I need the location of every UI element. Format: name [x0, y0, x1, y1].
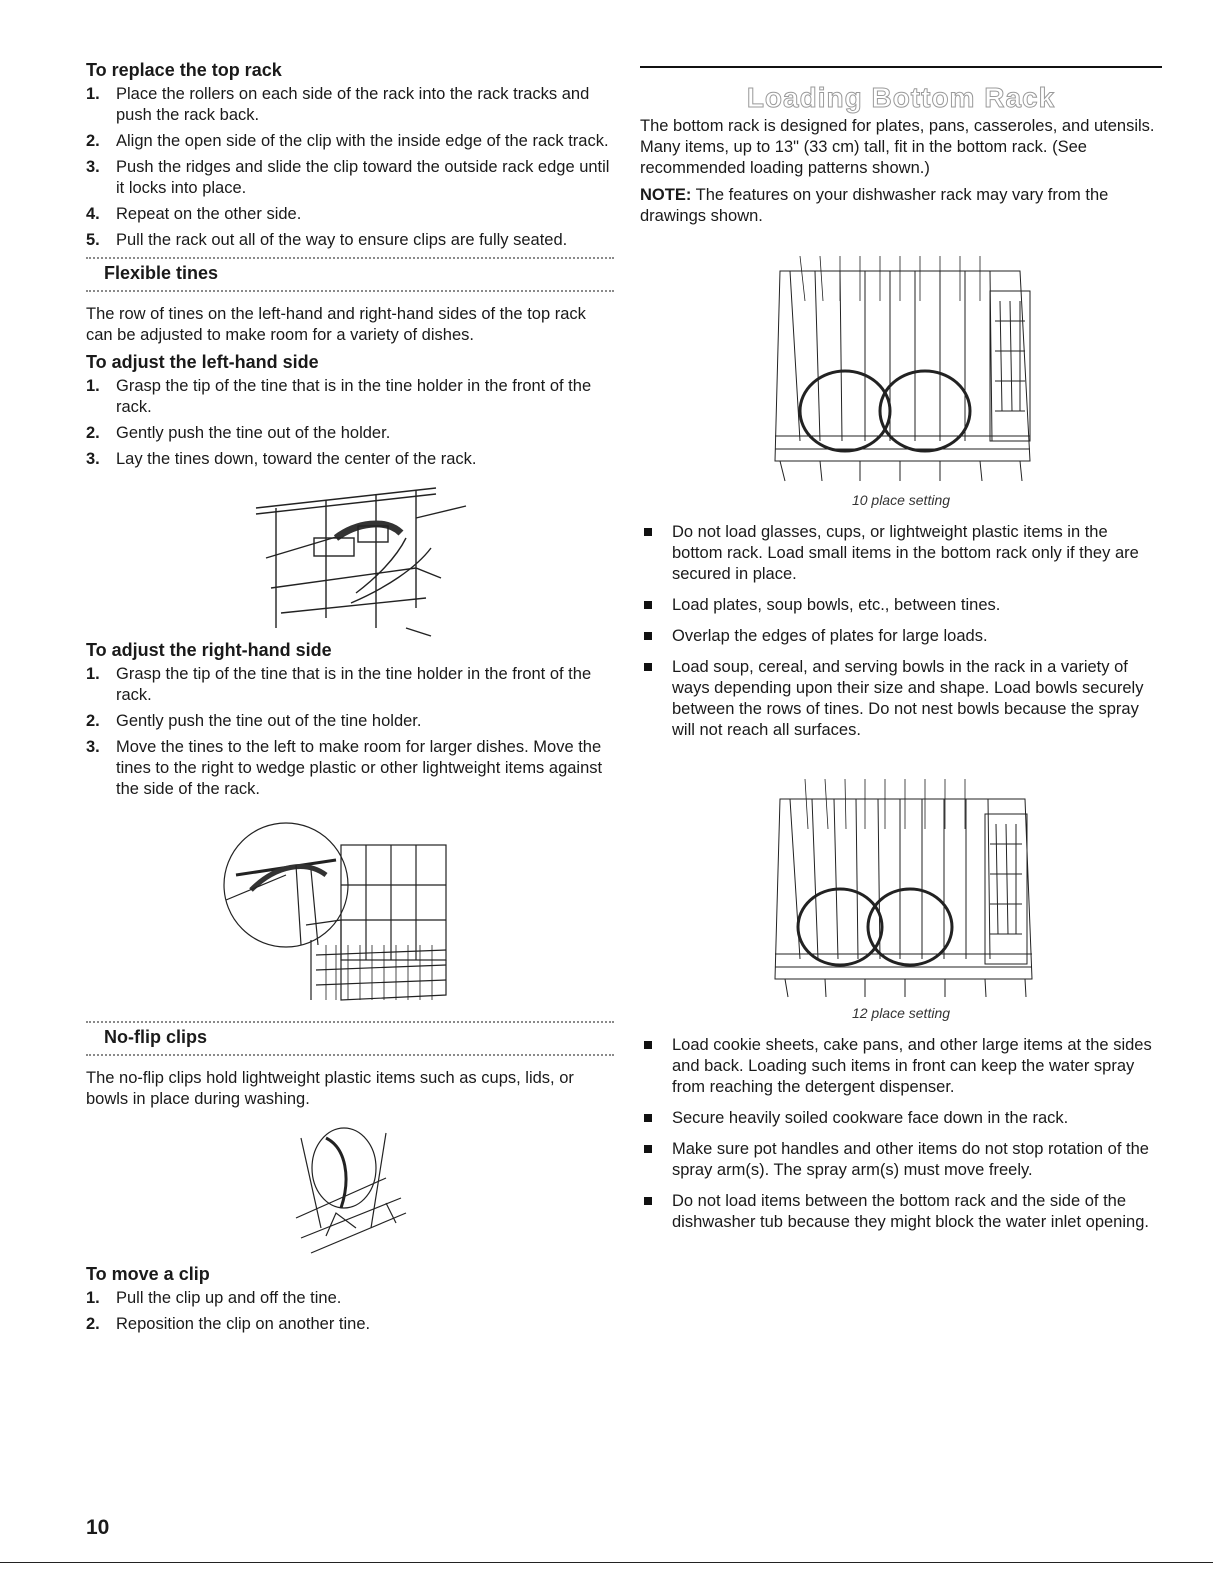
list-item: 2. Reposition the clip on another tine. — [86, 1315, 371, 1333]
right-column — [640, 66, 1162, 1243]
list-item: 1. Grasp the tip of the tine that is in the tine holder in the front of the rack. — [86, 377, 592, 416]
flexible-tines-intro: The row of tines on the left-hand and right-hand sides of the top rack can be adjusted to make room for a variety of dishes. — [86, 305, 586, 344]
bullet-icon — [644, 632, 652, 640]
adjust-right-steps — [86, 664, 614, 800]
bottom-rack-intro: The bottom rack is designed for plates, pans, casseroles, and utensils. Many items, up to 13" (33 cm) tall, fit in the bottom rack. (See recommended loading patterns shown.) — [640, 117, 1155, 177]
flexible-tines-title: Flexible tines — [104, 263, 219, 283]
page-bottom-rule — [0, 1562, 1213, 1563]
loading-bottom-rack-title: Loading Bottom Rack — [746, 82, 1056, 113]
list-item: 3. Lay the tines down, toward the center of the rack. — [86, 450, 477, 468]
bullet-icon — [644, 1114, 652, 1122]
divider — [86, 290, 614, 292]
list-item: 3. Move the tines to the left to make room for larger dishes. Move the tines to the right to wedge plastic or other lightweight items against the side of the rack. — [86, 738, 603, 798]
bullet-icon — [644, 601, 652, 609]
bullet-icon — [644, 663, 652, 671]
adjust-right-heading: To adjust the right-hand side — [86, 640, 332, 660]
list-item: 2. Gently push the tine out of the holder. — [86, 424, 391, 442]
no-flip-clips-intro: The no-flip clips hold lightweight plastic items such as cups, lids, or bowls in place during washing. — [86, 1069, 574, 1108]
adjust-left-steps — [86, 376, 614, 470]
list-item: 4. Repeat on the other side. — [86, 205, 302, 223]
bottom-rack-note: NOTE: The features on your dishwasher rack may vary from the drawings shown. — [640, 186, 1109, 225]
rack-10-place-illustration — [640, 241, 1162, 486]
list-item: Load plates, soup bowls, etc., between tines. — [640, 595, 1162, 616]
clip-illustration — [86, 1118, 614, 1258]
list-item: Do not load items between the bottom rack and the side of the dishwasher tub because they might block the water inlet opening. — [640, 1191, 1162, 1233]
list-item: Make sure pot handles and other items do not stop rotation of the spray arm(s). The spray arm(s) must move freely. — [640, 1139, 1162, 1181]
list-item: Overlap the edges of plates for large loads. — [640, 626, 1162, 647]
bullet-icon — [644, 1145, 652, 1153]
list-item: Secure heavily soiled cookware face down in the rack. — [640, 1108, 1162, 1129]
list-item: 2. Align the open side of the clip with the inside edge of the rack track. — [86, 132, 609, 150]
no-flip-clips-title: No-flip clips — [104, 1027, 207, 1047]
caption-12-place: 12 place setting — [851, 1005, 951, 1021]
list-item: Load cookie sheets, cake pans, and other large items at the sides and back. Loading such items in front can keep the water spray from reaching the detergent dispenser. — [640, 1035, 1162, 1098]
replace-top-rack-heading: To replace the top rack — [86, 60, 282, 80]
list-item: 1. Pull the clip up and off the tine. — [86, 1289, 342, 1307]
caption-10-place: 10 place setting — [851, 492, 951, 508]
left-tine-illustration — [86, 478, 614, 638]
page-number: 10 — [86, 1516, 110, 1539]
section-rule — [640, 66, 1162, 68]
move-clip-steps — [86, 1288, 614, 1335]
adjust-left-heading: To adjust the left-hand side — [86, 352, 319, 372]
bottom-rack-bullets-b — [640, 1035, 1162, 1233]
divider — [86, 1054, 614, 1056]
list-item: 3. Push the ridges and slide the clip toward the outside rack edge until it locks into place. — [86, 158, 610, 197]
bullet-icon — [644, 1197, 652, 1205]
replace-top-rack-steps — [86, 84, 614, 251]
bullet-icon — [644, 528, 652, 536]
list-item: 1. Place the rollers on each side of the rack into the rack tracks and push the rack back. — [86, 85, 590, 124]
bullet-icon — [644, 1041, 652, 1049]
list-item: 2. Gently push the tine out of the tine holder. — [86, 712, 422, 730]
left-column — [86, 60, 614, 1340]
right-tine-illustration — [86, 805, 614, 1015]
move-clip-heading: To move a clip — [86, 1264, 210, 1284]
list-item: 5. Pull the rack out all of the way to ensure clips are fully seated. — [86, 231, 568, 249]
bottom-rack-bullets-a — [640, 522, 1162, 741]
list-item: Load soup, cereal, and serving bowls in the rack in a variety of ways depending upon their size and shape. Load bowls securely between the rows of tines. Do not nest bowls because the spray will not reach all surfaces. — [640, 657, 1162, 741]
list-item: 1. Grasp the tip of the tine that is in the tine holder in the front of the rack. — [86, 665, 592, 704]
rack-12-place-illustration — [640, 759, 1162, 999]
list-item: Do not load glasses, cups, or lightweight plastic items in the bottom rack. Load small items in the bottom rack only if they are secured in place. — [640, 522, 1162, 585]
